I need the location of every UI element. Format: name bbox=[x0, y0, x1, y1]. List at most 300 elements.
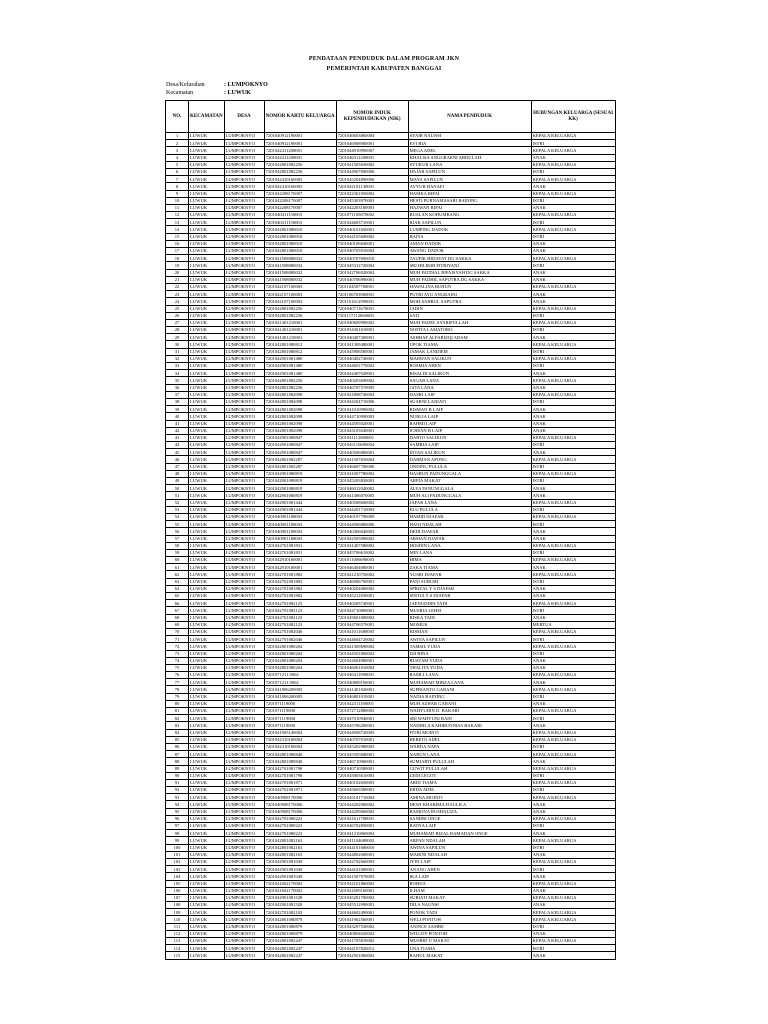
cell-hubungan: KEPALA KELUARGA bbox=[531, 686, 615, 693]
cell-hubungan: KEPALA KELUARGA bbox=[531, 355, 615, 362]
cell-kk: 7201042801080204 bbox=[264, 643, 336, 650]
cell-no: 70 bbox=[166, 628, 189, 635]
cell-nik: 7201045204890006 bbox=[336, 176, 408, 183]
cell-kecamatan: LUWUK bbox=[189, 830, 225, 837]
cell-kk: 7201042410160005 bbox=[264, 176, 336, 183]
cell-no: 46 bbox=[166, 456, 189, 463]
cell-kecamatan: LUWUK bbox=[189, 593, 225, 600]
cell-kecamatan: LUWUK bbox=[189, 866, 225, 873]
cell-hubungan: ISTRI bbox=[531, 506, 615, 513]
cell-kecamatan: LUWUK bbox=[189, 168, 225, 175]
cell-nama: ASHHAF ALFARIZQI ADAM bbox=[408, 334, 531, 341]
cell-kecamatan: LUWUK bbox=[189, 248, 225, 255]
cell-nik: 7201040508600002 bbox=[336, 499, 408, 506]
cell-desa: LUMPOKNYO bbox=[224, 902, 264, 909]
cell-hubungan: KEPALA KELUARGA bbox=[531, 391, 615, 398]
cell-no: 71 bbox=[166, 636, 189, 643]
table-row bbox=[166, 815, 616, 822]
cell-kecamatan: LUWUK bbox=[189, 334, 225, 341]
cell-hubungan: ANAK bbox=[531, 700, 615, 707]
cell-desa: LUMPOKNYO bbox=[224, 923, 264, 930]
table-row bbox=[166, 298, 616, 305]
cell-nik: 7201040706990001 bbox=[336, 276, 408, 283]
cell-nik: 7201044907690006 bbox=[336, 168, 408, 175]
cell-nama: AWINA SAPILUN bbox=[408, 636, 531, 643]
cell-desa: LUMPOKNYO bbox=[224, 549, 264, 556]
cell-no: 104 bbox=[166, 873, 189, 880]
cell-nik: 7201117112660003 bbox=[336, 312, 408, 319]
cell-nik: 7201044601770002 bbox=[336, 363, 408, 370]
cell-kk: 7201042801080204 bbox=[264, 657, 336, 664]
cell-nama: ROHIJA bbox=[408, 880, 531, 887]
cell-nik: 7201044107820012 bbox=[336, 945, 408, 952]
table-row bbox=[166, 334, 616, 341]
cell-desa: LUMPOKNYO bbox=[224, 413, 264, 420]
cell-desa: LUMPOKNYO bbox=[224, 880, 264, 887]
cell-nik: 7201040203690002 bbox=[336, 377, 408, 384]
table-row bbox=[166, 765, 616, 772]
cell-nik: 7201045202980003 bbox=[336, 743, 408, 750]
cell-hubungan: ANAK bbox=[531, 269, 615, 276]
cell-nik: 7201041505650002 bbox=[336, 161, 408, 168]
cell-nik: 7201041401020001 bbox=[336, 686, 408, 693]
cell-no: 67 bbox=[166, 607, 189, 614]
cell-no: 102 bbox=[166, 858, 189, 865]
cell-kecamatan: LUWUK bbox=[189, 779, 225, 786]
table-row bbox=[166, 887, 616, 894]
cell-no: 77 bbox=[166, 679, 189, 686]
cell-hubungan: ANAK bbox=[531, 370, 615, 377]
cell-desa: LUMPOKNYO bbox=[224, 219, 264, 226]
cell-nama: SUARNI LANIATI bbox=[408, 398, 531, 405]
table-row bbox=[166, 406, 616, 413]
cell-desa: LUMPOKNYO bbox=[224, 312, 264, 319]
table-row bbox=[166, 276, 616, 283]
cell-nik: 7201044802000001 bbox=[336, 851, 408, 858]
cell-kk: 7201041508080032 bbox=[264, 255, 336, 262]
cell-no: 69 bbox=[166, 621, 189, 628]
cell-hubungan: KEPALA KELUARGA bbox=[531, 571, 615, 578]
cell-desa: LUMPOKNYO bbox=[224, 621, 264, 628]
cell-desa: LUMPOKNYO bbox=[224, 183, 264, 190]
cell-no: 55 bbox=[166, 521, 189, 528]
cell-nik: 7201045312720004 bbox=[336, 262, 408, 269]
cell-no: 29 bbox=[166, 334, 189, 341]
cell-kecamatan: LUWUK bbox=[189, 276, 225, 283]
cell-kk: 7201042701081831 bbox=[264, 549, 336, 556]
cell-kk: 7201041401210001 bbox=[264, 319, 336, 326]
cell-desa: LUMPOKNYO bbox=[224, 226, 264, 233]
cell-desa: LUMPOKNYO bbox=[224, 240, 264, 247]
cell-nama: RISKA TADI bbox=[408, 614, 531, 621]
cell-kecamatan: LUWUK bbox=[189, 341, 225, 348]
cell-kecamatan: LUWUK bbox=[189, 154, 225, 161]
cell-no: 91 bbox=[166, 779, 189, 786]
cell-no: 109 bbox=[166, 909, 189, 916]
table-row bbox=[166, 341, 616, 348]
kecamatan-value: : LUWUK bbox=[224, 90, 251, 96]
cell-kk: 7201042801080204 bbox=[264, 664, 336, 671]
table-row bbox=[166, 636, 616, 643]
cell-kk: 7201042107100003 bbox=[264, 298, 336, 305]
cell-kecamatan: LUWUK bbox=[189, 880, 225, 887]
cell-kk: 7201042801082163 bbox=[264, 851, 336, 858]
cell-no: 74 bbox=[166, 657, 189, 664]
table-row bbox=[166, 779, 616, 786]
cell-hubungan: KEPALA KELUARGA bbox=[531, 894, 615, 901]
cell-desa: LUMPOKNYO bbox=[224, 650, 264, 657]
cell-nama: AWANG DADOK bbox=[408, 248, 531, 255]
table-row bbox=[166, 506, 616, 513]
cell-hubungan: ISTRI bbox=[531, 693, 615, 700]
cell-kecamatan: LUWUK bbox=[189, 708, 225, 715]
cell-desa: LUMPOKNYO bbox=[224, 909, 264, 916]
cell-no: 68 bbox=[166, 614, 189, 621]
table-row bbox=[166, 212, 616, 219]
cell-desa: LUMPOKNYO bbox=[224, 729, 264, 736]
cell-hubungan: ANAK bbox=[531, 154, 615, 161]
cell-hubungan: KEPALA KELUARGA bbox=[531, 909, 615, 916]
table-row bbox=[166, 916, 616, 923]
cell-desa: LUMPOKNYO bbox=[224, 377, 264, 384]
cell-nik: 7201046710960001 bbox=[336, 758, 408, 765]
cell-desa: LUMPOKNYO bbox=[224, 614, 264, 621]
cell-hubungan: ANAK bbox=[531, 902, 615, 909]
table-row bbox=[166, 183, 616, 190]
cell-hubungan: KEPALA KELUARGA bbox=[531, 212, 615, 219]
cell-nama: WARDA NAPA bbox=[408, 743, 531, 750]
cell-kk: 7201071119000 bbox=[264, 722, 336, 729]
cell-desa: LUMPOKNYO bbox=[224, 930, 264, 937]
cell-hubungan: KEPALA KELUARGA bbox=[531, 283, 615, 290]
table-row bbox=[166, 413, 616, 420]
cell-no: 35 bbox=[166, 377, 189, 384]
cell-no: 4 bbox=[166, 154, 189, 161]
cell-no: 2 bbox=[166, 140, 189, 147]
cell-kk: 7201042801082098 bbox=[264, 413, 336, 420]
cell-kk: 7201042107100003 bbox=[264, 291, 336, 298]
cell-kk: 7201042410160005 bbox=[264, 183, 336, 190]
table-row bbox=[166, 485, 616, 492]
cell-kk: 7201042801080812 bbox=[264, 341, 336, 348]
cell-kk: 7201041602170002 bbox=[264, 887, 336, 894]
cell-nik: 7201041309690002 bbox=[336, 643, 408, 650]
cell-hubungan: ANAK bbox=[531, 830, 615, 837]
cell-desa: LUMPOKNYO bbox=[224, 161, 264, 168]
cell-nama: MARWAN SALIKUN bbox=[408, 355, 531, 362]
cell-nik: 7201044908720005 bbox=[336, 729, 408, 736]
cell-desa: LUMPOKNYO bbox=[224, 585, 264, 592]
cell-kecamatan: LUWUK bbox=[189, 262, 225, 269]
cell-kk: 7201042901080819 bbox=[264, 478, 336, 485]
cell-kecamatan: LUWUK bbox=[189, 952, 225, 959]
cell-kk: 7201041508080032 bbox=[264, 262, 336, 269]
table-header-row bbox=[166, 101, 616, 133]
cell-nik: 7201041010990002 bbox=[336, 406, 408, 413]
cell-kk: 7201042910100001 bbox=[264, 557, 336, 564]
cell-nama: MIN LANA bbox=[408, 549, 531, 556]
cell-kk: 7201042701081871 bbox=[264, 779, 336, 786]
cell-kk: 7201042801082256 bbox=[264, 168, 336, 175]
cell-no: 41 bbox=[166, 420, 189, 427]
cell-hubungan: KEPALA KELUARGA bbox=[531, 708, 615, 715]
table-row bbox=[166, 233, 616, 240]
table-row bbox=[166, 248, 616, 255]
cell-desa: LUMPOKNYO bbox=[224, 291, 264, 298]
table-row bbox=[166, 434, 616, 441]
cell-no: 100 bbox=[166, 844, 189, 851]
cell-hubungan: ANAK bbox=[531, 291, 615, 298]
cell-hubungan: ISTRI bbox=[531, 348, 615, 355]
cell-desa: LUMPOKNYO bbox=[224, 643, 264, 650]
cell-no: 12 bbox=[166, 212, 189, 219]
cell-kk: 7201042901081480 bbox=[264, 363, 336, 370]
cell-nama: MUHAMAD MIRZA LANA bbox=[408, 679, 531, 686]
cell-hubungan: ISTRI bbox=[531, 521, 615, 528]
cell-kecamatan: LUWUK bbox=[189, 190, 225, 197]
table-row bbox=[166, 161, 616, 168]
cell-nik: 7201041112680001 bbox=[336, 434, 408, 441]
cell-nik: 7201046411890001 bbox=[336, 672, 408, 679]
cell-no: 103 bbox=[166, 866, 189, 873]
cell-no: 85 bbox=[166, 736, 189, 743]
table-row bbox=[166, 794, 616, 801]
cell-kecamatan: LUWUK bbox=[189, 233, 225, 240]
table-row bbox=[166, 672, 616, 679]
cell-desa: LUMPOKNYO bbox=[224, 700, 264, 707]
cell-nama: MUH AZHAR GARANI bbox=[408, 700, 531, 707]
cell-nama: WAHYUDIN D. BAKARI bbox=[408, 708, 531, 715]
cell-no: 84 bbox=[166, 729, 189, 736]
cell-desa: LUMPOKNYO bbox=[224, 858, 264, 865]
table-row bbox=[166, 808, 616, 815]
cell-kecamatan: LUWUK bbox=[189, 219, 225, 226]
cell-kk: 7201042801080010 bbox=[264, 226, 336, 233]
cell-kecamatan: LUWUK bbox=[189, 283, 225, 290]
cell-kecamatan: LUWUK bbox=[189, 571, 225, 578]
cell-kk: 7201042701080223 bbox=[264, 823, 336, 830]
cell-hubungan: ANAK bbox=[531, 276, 615, 283]
cell-desa: LUMPOKNYO bbox=[224, 830, 264, 837]
cell-desa: LUMPOKNYO bbox=[224, 578, 264, 585]
cell-nama: RUSTAM YUDA bbox=[408, 657, 531, 664]
cell-kk: 7201042310180004 bbox=[264, 736, 336, 743]
cell-kecamatan: LUWUK bbox=[189, 851, 225, 858]
cell-kecamatan: LUWUK bbox=[189, 521, 225, 528]
cell-desa: LUMPOKNYO bbox=[224, 736, 264, 743]
table-row bbox=[166, 470, 616, 477]
cell-kecamatan: LUWUK bbox=[189, 319, 225, 326]
cell-no: 1 bbox=[166, 133, 189, 140]
table-row bbox=[166, 593, 616, 600]
cell-hubungan: ISTRI bbox=[531, 636, 615, 643]
cell-nama: MOMUK bbox=[408, 621, 531, 628]
table-row bbox=[166, 600, 616, 607]
cell-nama: GUWIT PULULAH bbox=[408, 765, 531, 772]
table-row bbox=[166, 607, 616, 614]
cell-kecamatan: LUWUK bbox=[189, 463, 225, 470]
table-row bbox=[166, 909, 616, 916]
cell-nama: SATI bbox=[408, 312, 531, 319]
header-kk: NOMOR KARTU KELUARGA bbox=[264, 101, 336, 133]
cell-kecamatan: LUWUK bbox=[189, 794, 225, 801]
table-row bbox=[166, 240, 616, 247]
cell-kecamatan: LUWUK bbox=[189, 298, 225, 305]
cell-kecamatan: LUWUK bbox=[189, 240, 225, 247]
cell-hubungan: MERTUA bbox=[531, 621, 615, 628]
cell-no: 75 bbox=[166, 664, 189, 671]
cell-hubungan: ANAK bbox=[531, 298, 615, 305]
table-row bbox=[166, 643, 616, 650]
cell-hubungan: KEPALA KELUARGA bbox=[531, 513, 615, 520]
cell-kk: 7201042701082123 bbox=[264, 621, 336, 628]
cell-hubungan: ISTRI bbox=[531, 197, 615, 204]
cell-nik: 7201046012040002 bbox=[336, 485, 408, 492]
cell-kk: 7201040912190001 bbox=[264, 133, 336, 140]
cell-nama: ILHAM bbox=[408, 887, 531, 894]
cell-kecamatan: LUWUK bbox=[189, 772, 225, 779]
cell-kecamatan: LUWUK bbox=[189, 844, 225, 851]
table-row bbox=[166, 327, 616, 334]
cell-nama: MUSBID U MAKAT bbox=[408, 938, 531, 945]
cell-nik: 7201045212030001 bbox=[336, 593, 408, 600]
cell-kk: 7201042901081444 bbox=[264, 506, 336, 513]
table-row bbox=[166, 923, 616, 930]
cell-no: 96 bbox=[166, 815, 189, 822]
cell-hubungan: ANAK bbox=[531, 801, 615, 808]
cell-nik: 7201042407020001 bbox=[336, 370, 408, 377]
cell-no: 34 bbox=[166, 370, 189, 377]
cell-no: 60 bbox=[166, 557, 189, 564]
cell-nik: 7201041507650004 bbox=[336, 456, 408, 463]
cell-no: 23 bbox=[166, 291, 189, 298]
cell-no: 83 bbox=[166, 722, 189, 729]
cell-desa: LUMPOKNYO bbox=[224, 772, 264, 779]
cell-nik: 7201046607780006 bbox=[336, 463, 408, 470]
cell-nama: MUHAMAD RIZAL RAMADAN ONGE bbox=[408, 830, 531, 837]
cell-desa: LUMPOKNYO bbox=[224, 636, 264, 643]
cell-nama: HIMA bbox=[408, 557, 531, 564]
cell-desa: LUMPOKNYO bbox=[224, 894, 264, 901]
cell-nama: INTAN SALIKUN bbox=[408, 449, 531, 456]
cell-no: 22 bbox=[166, 283, 189, 290]
table-row bbox=[166, 614, 616, 621]
header-no: NO. bbox=[166, 101, 189, 133]
cell-nik: 7201106703960001 bbox=[336, 291, 408, 298]
cell-no: 61 bbox=[166, 564, 189, 571]
cell-hubungan: KEPALA KELUARGA bbox=[531, 672, 615, 679]
cell-no: 25 bbox=[166, 305, 189, 312]
cell-no: 82 bbox=[166, 715, 189, 722]
cell-desa: LUMPOKNYO bbox=[224, 248, 264, 255]
cell-desa: LUMPOKNYO bbox=[224, 478, 264, 485]
cell-nik: 7201044209060002 bbox=[336, 808, 408, 815]
cell-kecamatan: LUWUK bbox=[189, 255, 225, 262]
cell-desa: LUMPOKNYO bbox=[224, 535, 264, 542]
cell-kecamatan: LUWUK bbox=[189, 355, 225, 362]
cell-hubungan: KEPALA KELUARGA bbox=[531, 858, 615, 865]
cell-nik: 7201044604720002 bbox=[336, 636, 408, 643]
cell-kk: 7201042901081480 bbox=[264, 355, 336, 362]
cell-hubungan: ISTRI bbox=[531, 233, 615, 240]
cell-desa: LUMPOKNYO bbox=[224, 255, 264, 262]
cell-kecamatan: LUWUK bbox=[189, 916, 225, 923]
cell-kk: 7201042801082287 bbox=[264, 463, 336, 470]
table-row bbox=[166, 686, 616, 693]
cell-kecamatan: LUWUK bbox=[189, 212, 225, 219]
cell-no: 58 bbox=[166, 542, 189, 549]
cell-kk: 7201042801082163 bbox=[264, 837, 336, 844]
cell-desa: LUMPOKNYO bbox=[224, 887, 264, 894]
cell-nik: 7201041007780002 bbox=[336, 470, 408, 477]
table-row bbox=[166, 355, 616, 362]
cell-hubungan: ANAK bbox=[531, 449, 615, 456]
cell-desa: LUMPOKNYO bbox=[224, 204, 264, 211]
cell-kk: 7201042801082098 bbox=[264, 398, 336, 405]
cell-kecamatan: LUWUK bbox=[189, 700, 225, 707]
cell-kk: 7201042901081444 bbox=[264, 499, 336, 506]
cell-nama: NURLIA LAIP bbox=[408, 413, 531, 420]
cell-hubungan: ANAK bbox=[531, 722, 615, 729]
cell-kk: 7201042801080812 bbox=[264, 348, 336, 355]
cell-kecamatan: LUWUK bbox=[189, 327, 225, 334]
header-kecamatan: KECAMATAN bbox=[189, 101, 225, 133]
cell-hubungan: ISTRI bbox=[531, 578, 615, 585]
cell-no: 56 bbox=[166, 528, 189, 535]
cell-nama: ELU PULULA bbox=[408, 506, 531, 513]
table-row bbox=[166, 758, 616, 765]
cell-no: 49 bbox=[166, 478, 189, 485]
cell-nama: SYAIR NAUNSI bbox=[408, 133, 531, 140]
cell-desa: LUMPOKNYO bbox=[224, 190, 264, 197]
cell-desa: LUMPOKNYO bbox=[224, 916, 264, 923]
cell-kk: 7201042901080847 bbox=[264, 442, 336, 449]
cell-kk: 7201042901081049 bbox=[264, 873, 336, 880]
cell-nik: 7201042311180001 bbox=[336, 700, 408, 707]
cell-desa: LUMPOKNYO bbox=[224, 456, 264, 463]
cell-nama: DASRI LAIP bbox=[408, 391, 531, 398]
cell-kk: 7201042701081798 bbox=[264, 772, 336, 779]
cell-desa: LUMPOKNYO bbox=[224, 370, 264, 377]
cell-nik: 7201040809190001 bbox=[336, 679, 408, 686]
cell-hubungan: ISTRI bbox=[531, 168, 615, 175]
table-row bbox=[166, 823, 616, 830]
table-row bbox=[166, 743, 616, 750]
cell-kecamatan: LUWUK bbox=[189, 751, 225, 758]
table-row bbox=[166, 449, 616, 456]
cell-kecamatan: LUWUK bbox=[189, 413, 225, 420]
cell-nama: NADIA BAINING bbox=[408, 693, 531, 700]
document-title: PENDATAAN PENDUDUK DALAM PROGRAM JKN bbox=[308, 56, 460, 62]
cell-nama: RIAK SAPILUN bbox=[408, 219, 531, 226]
cell-nama: SRI WAHYUNI BAIN bbox=[408, 715, 531, 722]
cell-kecamatan: LUWUK bbox=[189, 607, 225, 614]
cell-no: 37 bbox=[166, 391, 189, 398]
cell-kk: 7201042701081882 bbox=[264, 571, 336, 578]
cell-desa: LUMPOKNYO bbox=[224, 398, 264, 405]
cell-nama: DEWI KHARIMA H SULILA bbox=[408, 801, 531, 808]
cell-no: 7 bbox=[166, 176, 189, 183]
cell-nik: 7201046311200001 bbox=[336, 154, 408, 161]
cell-nama: HAMID DJAFAR bbox=[408, 513, 531, 520]
cell-no: 76 bbox=[166, 672, 189, 679]
cell-hubungan: ISTRI bbox=[531, 787, 615, 794]
cell-no: 33 bbox=[166, 363, 189, 370]
cell-kk: 7201041508080032 bbox=[264, 276, 336, 283]
cell-nik: 7201044101680010 bbox=[336, 844, 408, 851]
cell-no: 110 bbox=[166, 916, 189, 923]
table-row bbox=[166, 578, 616, 585]
